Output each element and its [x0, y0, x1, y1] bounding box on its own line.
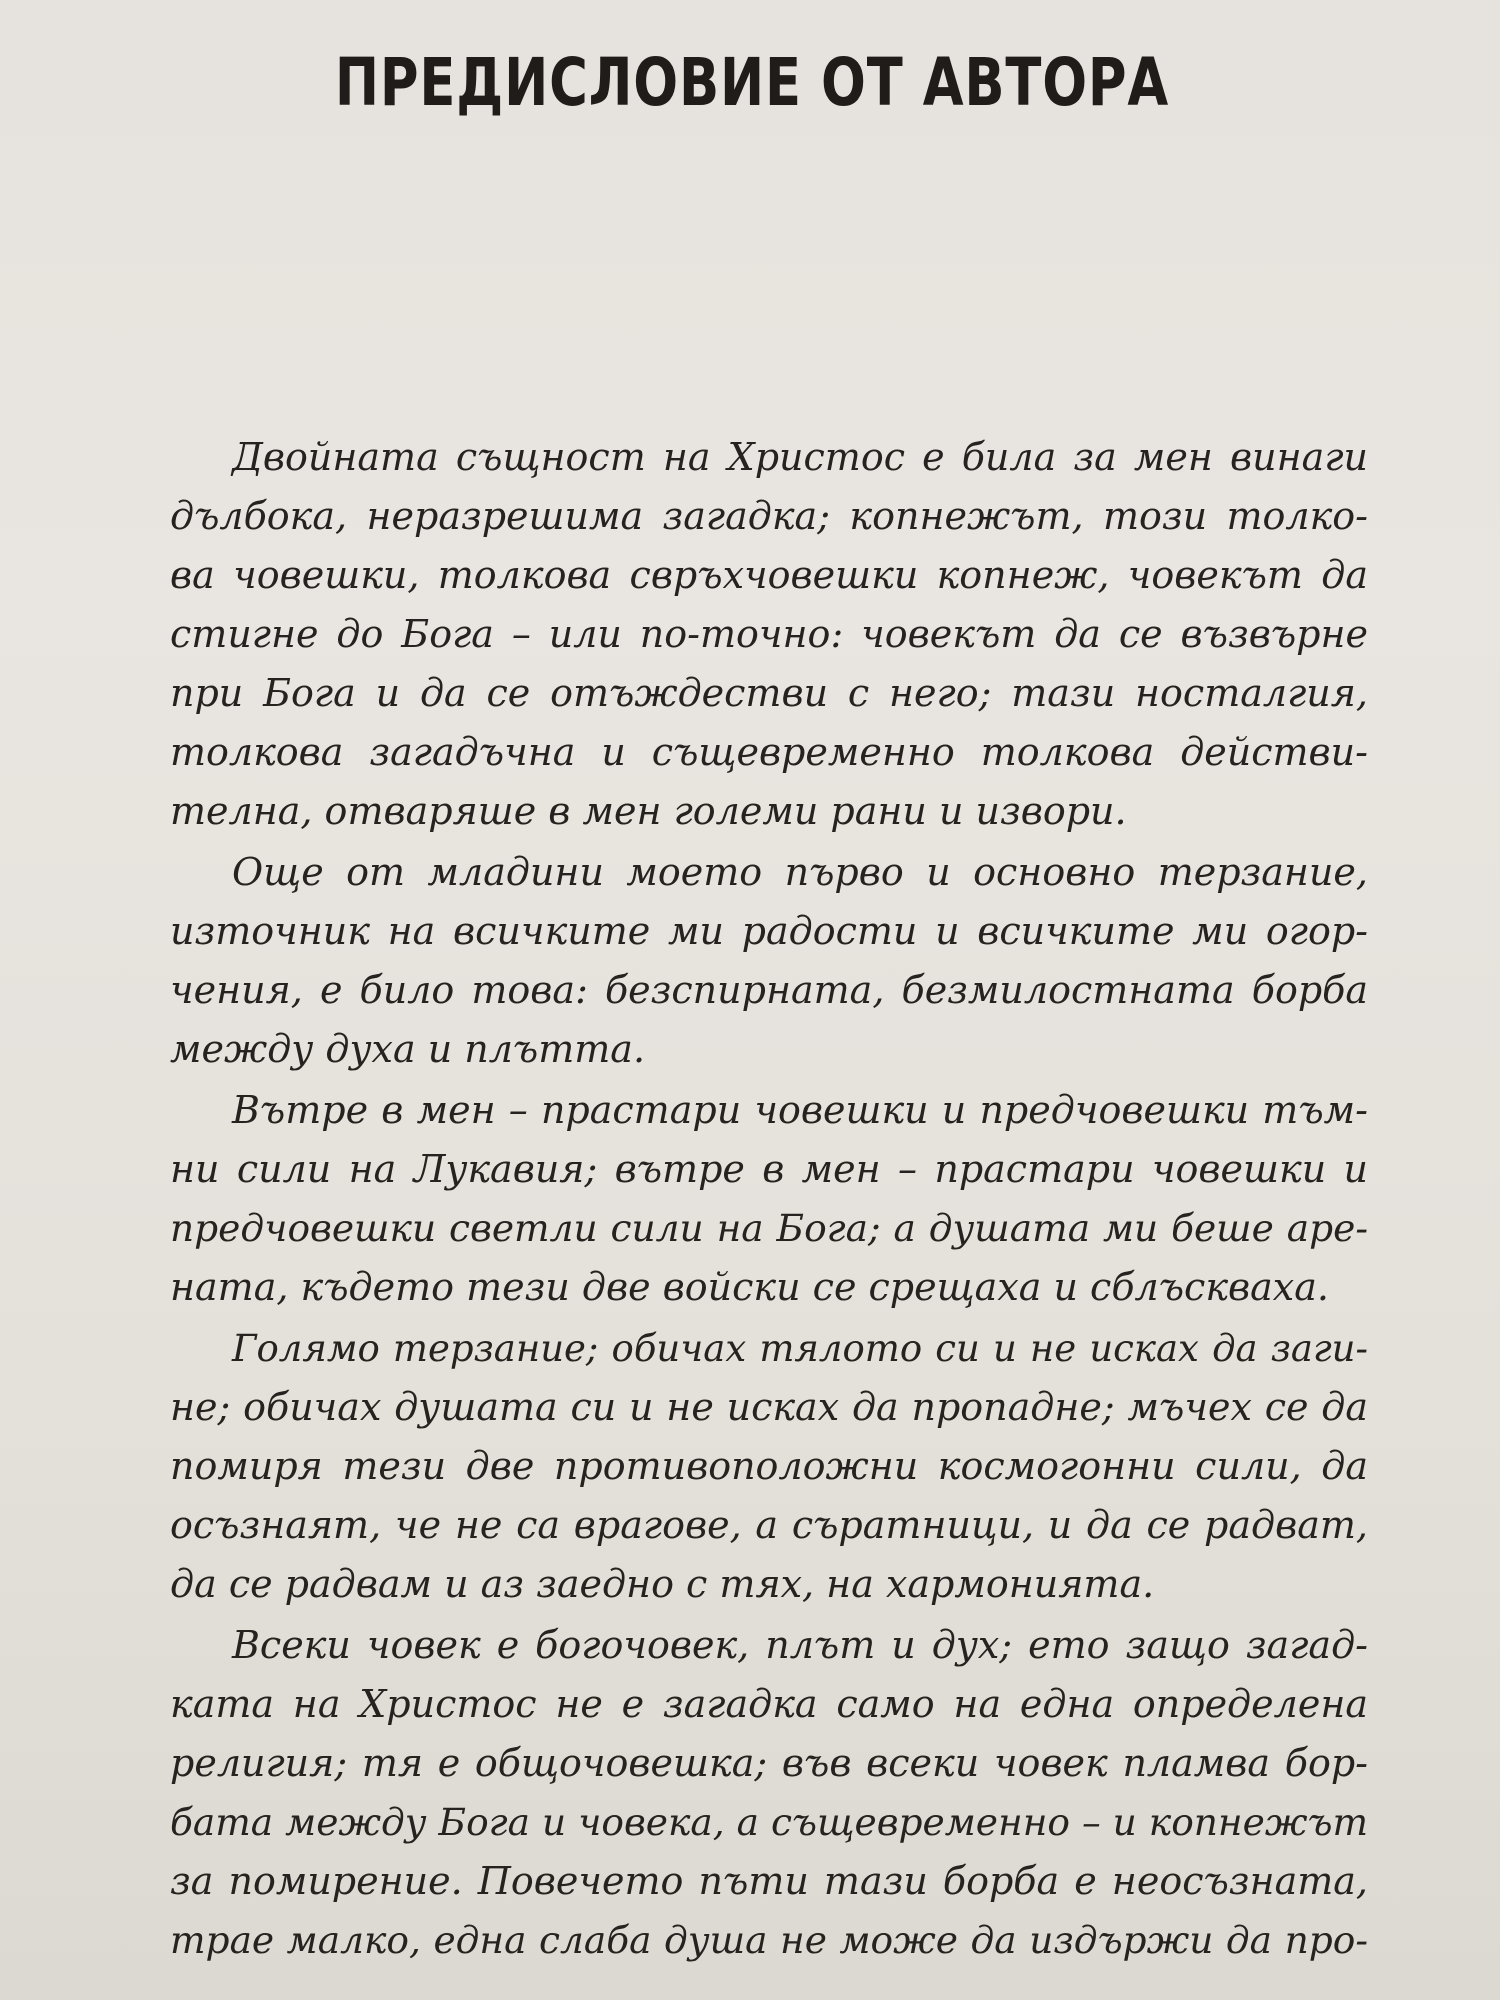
paragraph-1: [170, 428, 1368, 841]
text-line: дълбока, неразрешима загадка; копнежът, този толко-: [170, 494, 1368, 538]
chapter-title: ПРЕДИСЛОВИЕ ОТ АВТОРА: [334, 44, 1170, 121]
text-line: чения, е било това: безспирната, безмилостната борба: [170, 968, 1368, 1012]
text-line: толкова загадъчна и същевременно толкова действи-: [170, 730, 1368, 774]
text-line: предчовешки светли сили на Бога; а душата ми беше аре-: [170, 1206, 1368, 1250]
text-line: при Бога и да се отъждестви с него; тази носталгия,: [170, 671, 1368, 715]
text-line: ни сили на Лукавия; вътре в мен – прастари човешки и: [170, 1147, 1368, 1191]
body-text: [170, 428, 1368, 1972]
paragraph-4: [170, 1319, 1368, 1614]
text-line: Вътре в мен – прастари човешки и предчовешки тъм-: [232, 1088, 1368, 1132]
text-line: между духа и плътта.: [170, 1027, 646, 1071]
text-line: религия; тя е общочовешка; във всеки човек пламва бор-: [170, 1741, 1368, 1785]
text-line: ва човешки, толкова свръхчовешки копнеж, човекът да: [170, 553, 1368, 597]
text-line: Всеки човек е богочовек, плът и дух; ето защо загад-: [232, 1623, 1368, 1667]
text-line: стигне до Бога – или по-точно: човекът да се възвърне: [170, 612, 1368, 656]
text-line: ната, където тези две войски се срещаха и сблъскваха.: [170, 1265, 1329, 1309]
text-line: Голямо терзание; обичах тялото си и не исках да заги-: [232, 1327, 1368, 1370]
text-line: не; обичах душата си и не исках да пропадне; мъчех се да: [170, 1385, 1368, 1429]
text-line: да се радвам и аз заедно с тях, на хармонията.: [170, 1562, 1155, 1606]
paragraph-3: [170, 1081, 1368, 1317]
text-line: трае малко, една слаба душа не може да издържи да про-: [170, 1918, 1368, 1962]
paragraph-5: [170, 1616, 1368, 1970]
text-line: телна, отваряше в мен големи рани и извори.: [170, 789, 1127, 833]
text-line: източник на всичките ми радости и всичките ми огор-: [170, 909, 1368, 953]
text-line: ката на Христос не е загадка само на една определена: [170, 1682, 1368, 1726]
text-line: Двойната същност на Христос е била за мен винаги: [232, 435, 1368, 479]
paragraph-2: [170, 843, 1368, 1079]
text-line: осъзнаят, че не са врагове, а съратници, и да се радват,: [170, 1503, 1368, 1547]
text-line: помиря тези две противоположни космогонни сили, да: [170, 1444, 1368, 1488]
text-line: бата между Бога и човека, а същевременно – и копнежът: [170, 1800, 1368, 1844]
text-line: за помирение. Повечето пъти тази борба е неосъзната,: [170, 1859, 1368, 1903]
text-line: Още от младини моето първо и основно терзание,: [232, 850, 1368, 894]
